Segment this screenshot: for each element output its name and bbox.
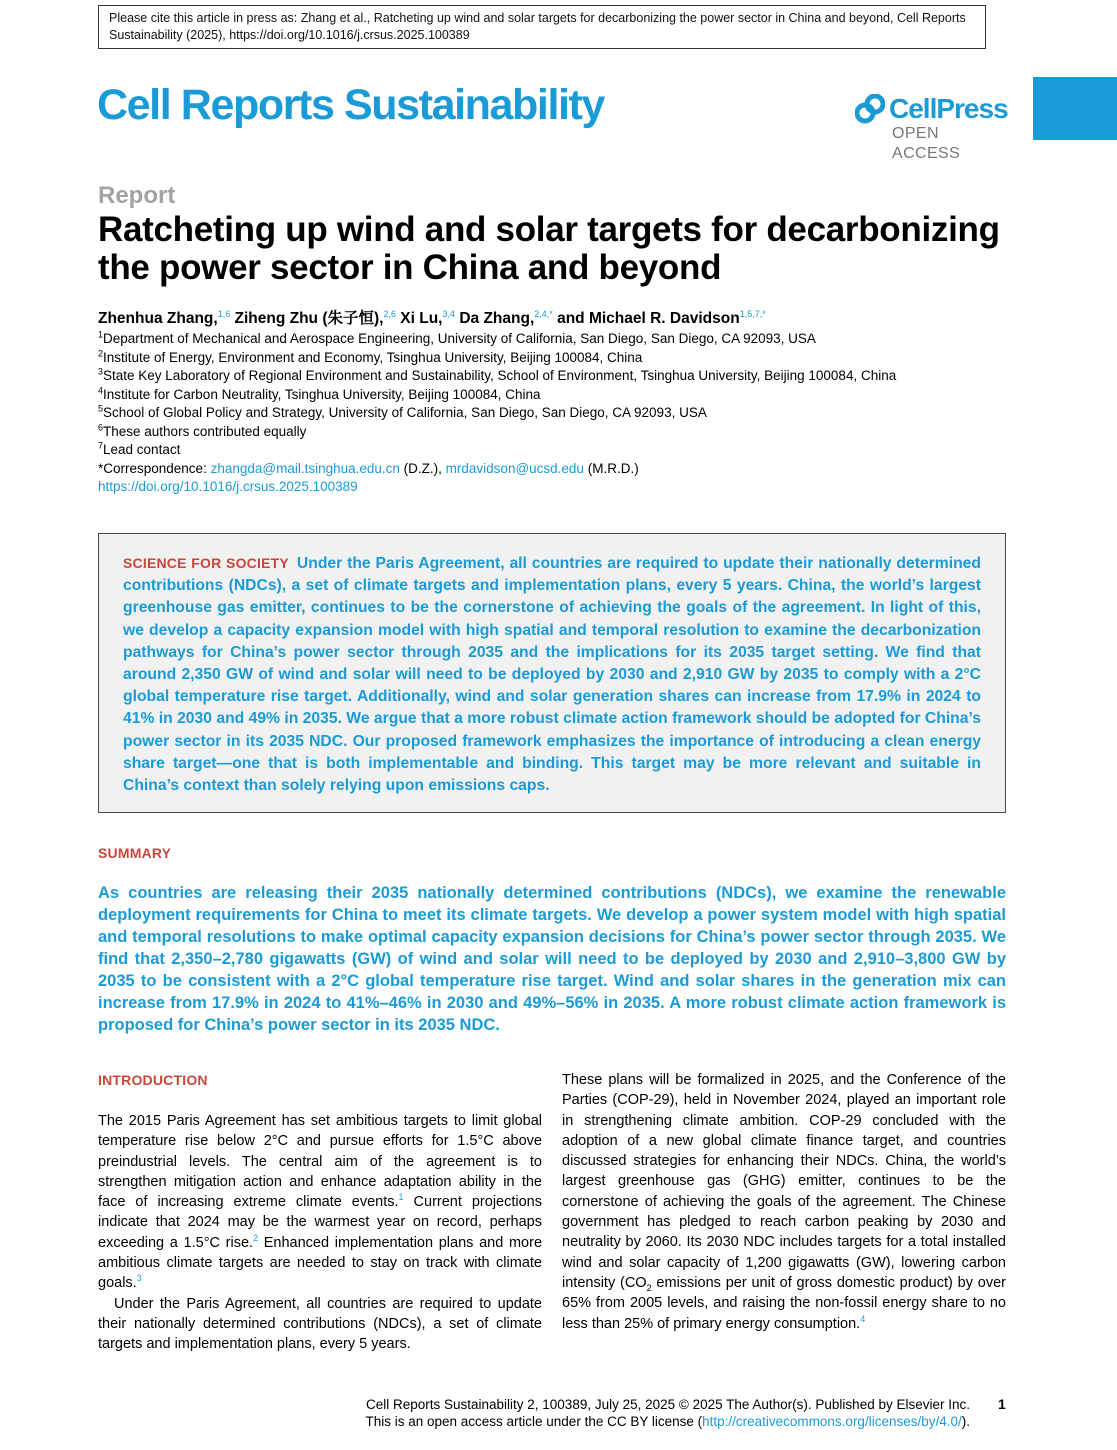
intro-text: Current projections indicate that 2024 may be the warmest year on record, perhaps exceeding a 1.5°C rise. [98,1194,542,1251]
intro-text: The 2015 Paris Agreement has set ambitious targets to limit global temperature rise below 2°C and pursue efforts for 1.5°C above preindustrial levels. The central aim of the agreement is to strengthen mitigation action and enhance adaptation ability in the face of increasing extreme climate events. [98,1113,542,1211]
affiliation-text: School of Global Policy and Strategy, University of California, San Diego, San Diego, CA 92093, USA [103,405,707,420]
intro-text: emissions per unit of gross domestic product) by over 65% from 2005 levels, and raising the non-fossil energy share to no less than 25% of primary energy consumption. [562,1274,1006,1332]
affiliation-text: State Key Laboratory of Regional Environment and Sustainability, School of Environment, Tsinghua University, Beijing 100084, China [103,368,897,383]
affiliation-number: 2 [98,348,104,358]
intro-paragraph: Under the Paris Agreement, all countries are required to update their nationally determined contributions (NDCs), a set of climate targets and implementation plans, every 5 years. [98,1295,542,1353]
author-affil-sup: 2,4,* [534,308,553,319]
email-link-zhang[interactable]: zhangda@mail.tsinghua.edu.cn [210,460,400,476]
footer-license-text: ). [961,1414,970,1429]
science-for-society-label: SCIENCE FOR SOCIETY [123,555,289,571]
affiliation-line [98,349,1028,368]
affiliation-number: 7 [98,440,104,451]
left-column [98,1111,542,1355]
correspondence-label: *Correspondence: [98,460,211,476]
publisher-name: CellPress [889,93,1008,124]
license-link[interactable]: http://creativecommons.org/licenses/by/4.0/ [702,1414,962,1429]
affiliation-line [98,404,1028,423]
affiliations [98,330,1028,497]
open-access-label: OPEN ACCESS [892,125,961,162]
doi-link[interactable]: https://doi.org/10.1016/j.crsus.2025.100389 [98,479,358,494]
author-name[interactable]: Da Zhang, [459,310,535,327]
science-for-society-body: Under the Paris Agreement, all countries are required to update their nationally determined contributions (NDCs), a set of climate targets and implementation plans, every 5 years. China, the world’s largest greenhouse gas emitter, continues to be the cornerstone of achieving the goals of the agreement. In light of this, we develop a capacity expansion model with high spatial and temporal resolution to examine the decarbonization pathways for China’s power sector through 2035 and the implications for its 2035 target setting. We find that around 2,350 GW of wind and solar will need to be deployed by 2030 and 2,910 GW by 2035 to comply with a 2°C global temperature rise target. Additionally, wind and solar generation shares can increase from 17.9% in 2024 to 41% in 2030 and 49% in 2035. We argue that a more robust climate action framework should be adopted for China’s power sector in its 2035 NDC. Our proposed framework emphasizes the importance of introducing a clean energy share target—one that is both implementable and binding. This target may be more relevant and suitable in China’s context than solely relying upon emissions caps. [123,555,981,795]
affiliation-text: These authors contributed equally [103,423,307,439]
right-column [562,1070,1006,1334]
affiliation-text: Institute of Energy, Environment and Economy, Tsinghua University, Beijing 100084, China [103,349,643,365]
reference-link[interactable]: 4 [860,1313,866,1324]
subscript: 2 [646,1282,652,1293]
author-affil-sup: 1,5,7,* [739,308,766,319]
author-affil-sup: 1,6 [217,308,231,319]
page-number: 1 [998,1396,1006,1412]
article-type: Report [98,182,176,209]
affiliation-number: 3 [98,366,104,377]
reference-link[interactable]: 1 [398,1192,404,1203]
affiliation-number: 6 [98,422,104,432]
affiliation-line [98,330,1028,349]
affiliation-line [98,367,1028,386]
science-for-society-box [98,533,1006,813]
footer-citation: Cell Reports Sustainability 2, 100389, July 25, 2025 © 2025 The Author(s). Published by Elsevier Inc. [365,1397,970,1412]
author-affil-sup: 3,4 [442,308,456,319]
summary-text: As countries are releasing their 2035 nationally determined contributions (NDCs), we examine the renewable deployment requirements for China to meet its climate targets. We develop a power system model with high spatial and temporal resolutions to make optimal capacity expansion decisions for China’s power sector through 2035. We find that 2,350–2,780 gigawatts (GW) of wind and solar will need to be deployed by 2030 and 2,910–3,800 GW by 2035 to be consistent with a 2°C global temperature rise target. Wind and solar shares in the generation mix can increase from 17.9% in 2024 to 41%–46% in 2030 and 49%–56% in 2035. A more robust climate action framework is proposed for China’s power sector in its 2035 NDC. [98,884,1006,1034]
affiliation-line [98,386,1028,405]
author-list [98,309,1028,329]
summary-heading: SUMMARY [98,845,172,861]
author-name[interactable]: and Michael R. Davidson [557,310,740,327]
author-name[interactable]: Xi Lu, [400,310,443,327]
email-initials: (D.Z.), [399,460,446,476]
author-name[interactable]: Zhenhua Zhang, [98,310,218,327]
intro-text: Enhanced implementation plans and more ambitious climate targets are needed to stay on track with climate goals. [98,1234,543,1292]
affiliation-text: Institute for Carbon Neutrality, Tsinghua University, Beijing 100084, China [103,386,541,402]
page-footer [200,1396,970,1430]
affiliation-number: 5 [98,403,104,414]
footer-license-text: This is an open access article under the CC BY license ( [365,1414,703,1429]
email-initials: (M.R.D.) [583,460,639,476]
intro-paragraph [562,1070,1006,1334]
reference-link[interactable]: 3 [136,1273,142,1284]
journal-title[interactable]: Cell Reports Sustainability [97,81,604,129]
cellpress-logo-icon [855,94,885,124]
affiliation-number: 4 [98,385,104,395]
intro-text: These plans will be formalized in 2025, and the Conference of the Parties (COP-29), held in November 2024, played an important role in strengthening climate ambition. COP-29 concluded with the adoption of a new global climate finance target, and countries discussed strategies for enhancing their NDCs. China, the world’s largest greenhouse gas (GHG) emitter, continues to be the cornerstone of achieving the goals of the agreement. The Chinese government has pledged to reach carbon peaking by 2030 and neutrality by 2060. Its 2030 NDC includes targets for a total installed wind and solar capacity of 1,200 gigawatts (GW), lowering carbon intensity (CO [562,1072,1006,1291]
affiliation-line [98,423,1028,442]
email-link-davidson[interactable]: mrdavidson@ucsd.edu [445,460,584,476]
affiliation-number: 1 [98,329,104,340]
citation-notice: Please cite this article in press as: Zhang et al., Ratcheting up wind and solar targets for decarbonizing the power sector in China and beyond, Cell Reports Sustainability (2025), https://doi.org/10.1016/j.crsus.2025.100389 [98,5,986,49]
side-color-tab [1033,77,1117,140]
introduction-heading: INTRODUCTION [98,1072,208,1088]
reference-link[interactable]: 2 [253,1232,259,1243]
footer-license [200,1413,970,1430]
science-for-society-text [123,552,981,797]
cellpress-logo-block[interactable] [855,92,1008,162]
affiliation-line [98,441,1028,460]
article-title: Ratcheting up wind and solar targets for decarbonizing the power sector in China and beyond [98,210,1000,287]
affiliation-text: Lead contact [103,442,181,457]
intro-paragraph [98,1111,542,1294]
affiliation-text: Department of Mechanical and Aerospace Engineering, University of California, San Diego, San Diego, CA 92093, USA [103,331,816,346]
author-name[interactable]: Ziheng Zhu (朱子恒), [234,310,384,327]
author-affil-sup: 2,6 [383,308,396,319]
correspondence-line [98,460,1028,479]
